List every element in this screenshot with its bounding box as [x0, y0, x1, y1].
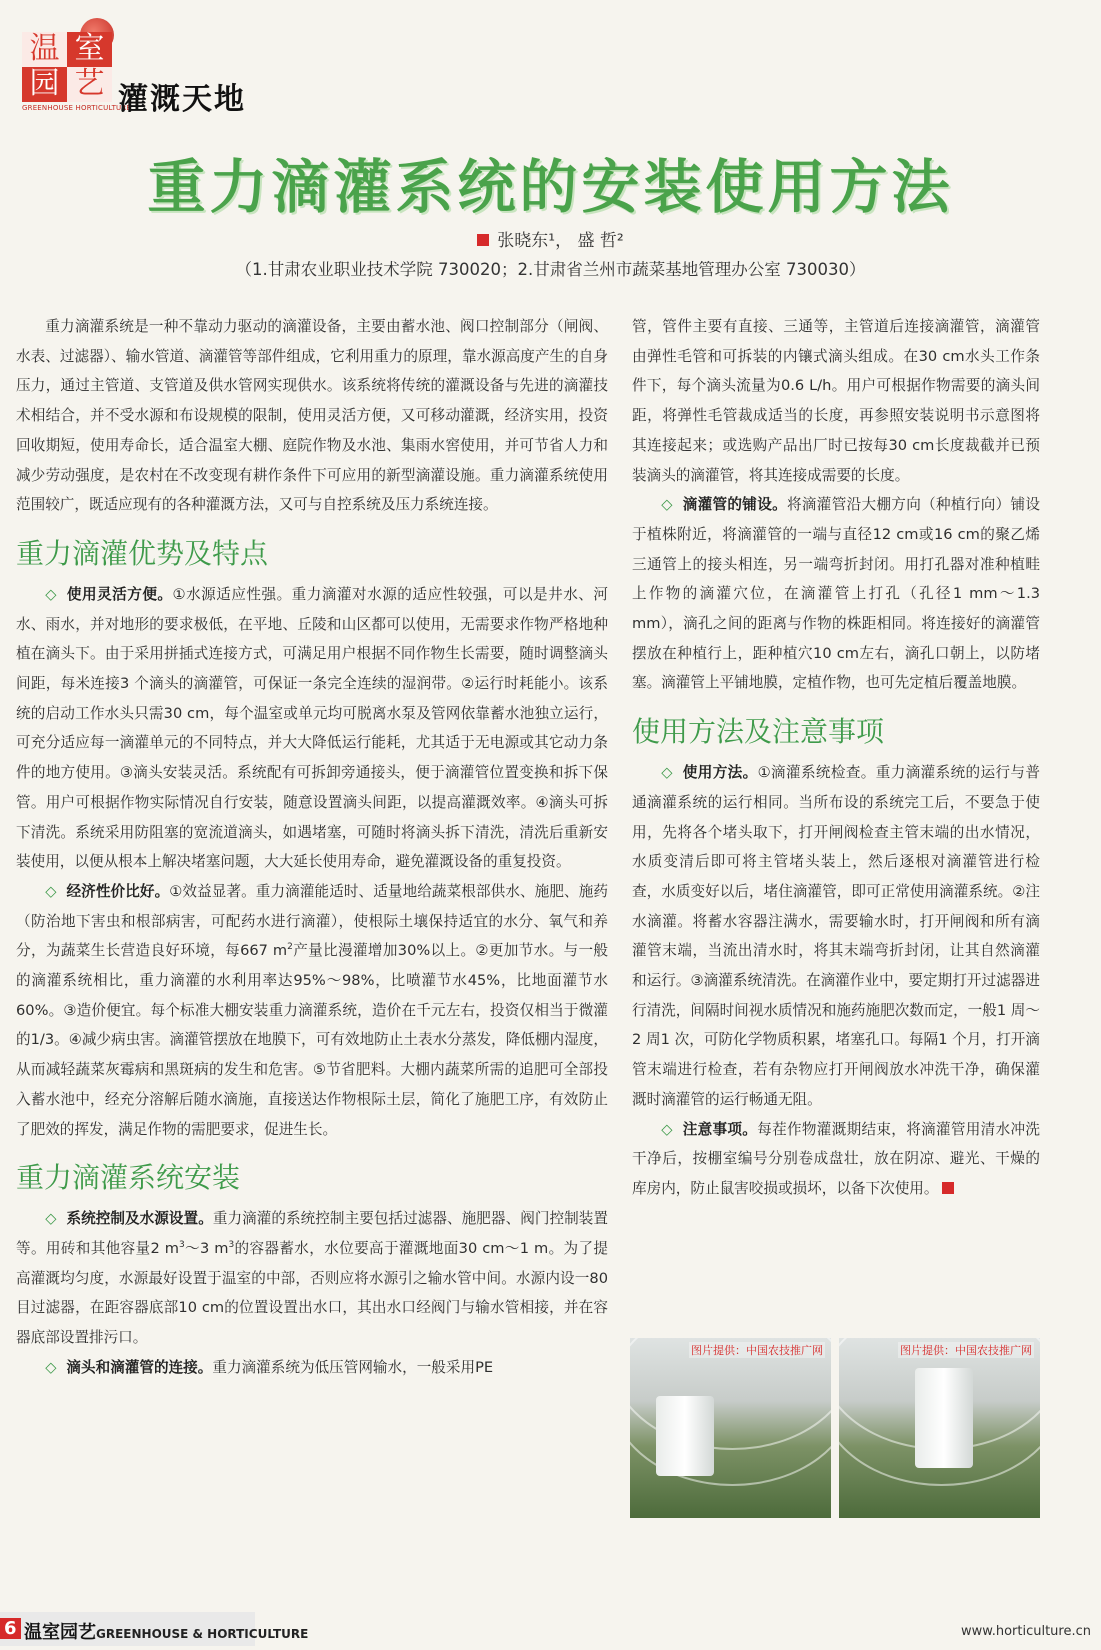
magazine-logo — [22, 18, 132, 112]
photo-credit: 图片提供：中国农技推广网 — [691, 1344, 823, 1357]
paragraph-lead: 滴头和滴灌管的连接。 — [66, 1358, 213, 1376]
authors-line — [0, 226, 1101, 251]
section-heading: 使用方法及注意事项 — [632, 715, 885, 749]
greenhouse-photo — [839, 1338, 1040, 1518]
paragraph-body: 将滴灌管沿大棚方向（种植行向）铺设于植株附近，将滴灌管的一端与直径12 cm或16 cm的聚乙烯三通管上的接头相连，另一端弯折封闭。用打孔器对准种植畦上作物的滴灌穴位，在滴灌管上打孔（孔径1 mm～1.3 mm），滴孔之间的距离与作物的株距相同。将连接好的滴灌管摆放在种植行上，距种植穴10 cm左右，滴孔口朝上，以防堵塞。滴灌管上平铺地膜，定植作物，也可先定植后覆盖地膜。 — [632, 496, 1040, 692]
left-column — [16, 312, 608, 1383]
diamond-bullet-icon: ◇ — [45, 1210, 57, 1228]
diamond-bullet-icon: ◇ — [661, 496, 673, 514]
paragraph-body: 重力滴灌的系统控制主要包括过滤器、施肥器、阀门控制装置等。用砖和其他容量2 m — [16, 1210, 608, 1257]
superscript: 2 — [287, 942, 293, 953]
paragraph — [632, 1115, 1040, 1204]
diamond-bullet-icon: ◇ — [45, 585, 57, 603]
diamond-bullet-icon: ◇ — [661, 1120, 673, 1138]
square-bullet-icon — [477, 234, 489, 246]
paragraph — [16, 1204, 608, 1353]
logo-char: 温 — [22, 32, 67, 67]
intro-paragraph: 重力滴灌系统是一种不靠动力驱动的滴灌设备，主要由蓄水池、阀口控制部分（闸阀、水表、过滤器）、输水管道、滴灌管等部件组成，它利用重力的原理，靠水源高度产生的自身压力，通过主管道、支管道及供水管网实现供水。该系统将传统的灌溉设备与先进的滴灌技术相结合，并不受水源和布设规模的限制，使用灵活方便，又可移动灌溉，经济实用，投资回收期短，使用寿命长，适合温室大棚、庭院作物及水池、集雨水窖使用，并可节省人力和减少劳动强度，是农村在不改变现有耕作条件下可应用的新型滴灌设施。重力滴灌系统使用范围较广，既适应现有的各种灌溉方法，又可与自控系统及压力系统连接。 — [16, 318, 608, 514]
photo-strip — [630, 1338, 1040, 1518]
logo-char: 室 — [67, 32, 112, 67]
water-tank-icon — [915, 1368, 973, 1468]
paragraph-lead: 注意事项。 — [682, 1120, 758, 1138]
paragraph-body: ①水源适应性强。重力滴灌对水源的适应性较强，可以是井水、河水、雨水，并对地形的要求极低，在平地、丘陵和山区都可以使用，无需要求作物严格地种植在滴头下。由于采用拼插式连接方式，可满足用户根据不同作物生长需要，随时调整滴头间距，每米连接3 个滴头的滴灌管，可保证一条完全连续的湿润带。②运行时耗能小。该系统的启动工作水头只需30 cm，每个温室或单元均可脱离水泵及管网依靠蓄水池独立运行，可充分适应每一滴灌单元的不同特点，并大大降低运行能耗，尤其适于无电源或其它动力条件的地方使用。③滴头安装灵活。系统配有可拆卸旁通接头，便于滴灌管位置变换和拆下保管。用户可根据作物实际情况自行安装，随意设置滴头间距，以提高灌溉效率。④滴头可拆下清洗。系统采用防阻塞的宽流道滴头，如遇堵塞，可随时将滴头拆下清洗，清洗后重新安装使用，以便从根本上解决堵塞问题，大大延长使用寿命，避免灌溉设备的重复投资。 — [16, 585, 608, 871]
section-heading: 重力滴灌优势及特点 — [16, 536, 269, 570]
paragraph-body: ～3 m — [184, 1239, 229, 1257]
paragraph-lead: 系统控制及水源设置。 — [66, 1210, 213, 1228]
paragraph-lead: 滴灌管的铺设。 — [682, 496, 788, 514]
superscript: 3 — [178, 1240, 185, 1251]
paragraph-lead: 使用灵活方便。 — [66, 585, 173, 603]
paragraph-body: 重力滴灌系统为低压管网输水，一般采用PE — [212, 1358, 494, 1376]
affiliation: （1.甘肃农业职业技术学院 730020；2.甘肃省兰州市蔬菜基地管理办公室 730030） — [235, 260, 866, 279]
paragraph — [16, 580, 608, 877]
website-url: www.horticulture.cn — [961, 1624, 1091, 1639]
section-heading: 重力滴灌系统安装 — [16, 1161, 241, 1195]
paragraph — [16, 1353, 608, 1383]
right-column — [632, 312, 1040, 1204]
diamond-bullet-icon: ◇ — [661, 764, 673, 782]
logo-char: 园 — [22, 67, 67, 102]
superscript: 3 — [228, 1240, 235, 1251]
paragraph-body: 产量比漫灌增加30%以上。②更加节水。与一般的滴灌系统相比，重力滴灌的水利用率达95%～98%，比喷灌节水45%，比地面灌节水60%。③造价便宜。每个标准大棚安装重力滴灌系统，造价在千元左右，投资仅相当于微灌的1/3。④减少病虫害。滴灌管摆放在地膜下，可有效地防止土表水分蒸发，降低棚内湿度，从而减轻蔬菜灰霉病和黑斑病的发生和危害。⑤节省肥料。大棚内蔬菜所需的追肥可全部投入蓄水池中，经充分溶解后随水滴施，直接送达作物根际土层，简化了施肥工序，有效防止了肥效的挥发，满足作物的需肥要求，促进生长。 — [16, 942, 608, 1138]
paragraph-body: ①滴灌系统检查。重力滴灌系统的运行与普通滴灌系统的运行相同。当所布设的系统完工后，不要急于使用，先将各个堵头取下，打开闸阀检查主管末端的出水情况，水质变清后即可将主管堵头装上，然后逐根对滴灌管进行检查，水质变好以后，堵住滴灌管，即可正常使用滴灌系统。②注水滴灌。将蓄水容器注满水，需要输水时，打开闸阀和所有滴灌管末端，当流出清水时，将其末端弯折封闭，让其自然滴灌和运行。③滴灌系统清洗。在滴灌作业中，要定期打开过滤器进行清洗，间隔时间视水质情况和施药施肥次数而定，一般1 周～2 周1 次，可防化学物质积累，堵塞孔口。每隔1 个月，打开滴管末端进行检查，若有杂物应打开闸阀放水冲洗干净，确保灌溉时滴灌管的运行畅通无阻。 — [632, 764, 1040, 1108]
paragraph — [632, 758, 1040, 1114]
paragraph — [16, 877, 608, 1144]
paragraph-body: ①效益显著。重力滴灌能适时、适量地给蔬菜根部供水、施肥、施药（防治地下害虫和根部病害，可配药水进行滴灌），使根际土壤保持适宜的水分、氧气和养分，为蔬菜生长营造良好环境，每667 m — [16, 882, 608, 960]
continued-paragraph: 管，管件主要有直接、三通等，主管道后连接滴灌管，滴灌管由弹性毛管和可拆装的内镶式滴头组成。在30 cm水头工作条件下，每个滴头流量为0.6 L/h。用户可根据作物需要的滴头间距，将弹性毛管裁成适当的长度，再参照安装说明书示意图将其连接起来；或选购产品出厂时已按每30 cm长度裁截并已预装滴头的滴灌管，将其连接成需要的长度。 — [632, 318, 1040, 484]
magazine-name — [24, 1618, 308, 1644]
paragraph-body: 每茬作物灌溉期结束，将滴灌管用清水冲洗干净后，按棚室编号分别卷成盘壮，放在阴凉、避光、干燥的库房内，防止鼠害咬损或损坏，以备下次使用。 — [632, 1120, 1040, 1197]
article-title: 重力滴灌系统的安装使用方法 — [147, 153, 954, 221]
page-number: 6 — [0, 1618, 21, 1639]
diamond-bullet-icon: ◇ — [45, 1358, 57, 1376]
logo-char: 艺 — [67, 67, 112, 102]
diamond-bullet-icon: ◇ — [45, 882, 57, 900]
paragraph — [632, 490, 1040, 698]
magazine-name-en: GREENHOUSE & HORTICULTURE — [96, 1627, 309, 1641]
end-mark-icon — [942, 1182, 954, 1194]
authors: 张晓东¹， 盛 哲² — [497, 231, 624, 251]
magazine-name-cn: 温室园艺 — [24, 1622, 96, 1643]
paragraph-lead: 经济性价比好。 — [66, 882, 170, 900]
paragraph-lead: 使用方法。 — [682, 764, 758, 782]
section-tag: 灌溉天地 — [118, 82, 246, 117]
paragraph-body: 的容器蓄水，水位要高于灌溉地面30 cm～1 m。为了提高灌溉均匀度，水源最好设置于温室的中部，否则应将水源引之输水管中间。水源内设一80 目过滤器，在距容器底部10 cm的位置设置出水口，其出水口经阀门与输水管相接，并在容器底部设置排污口。 — [16, 1239, 608, 1347]
page-footer — [0, 1612, 1101, 1650]
water-tank-icon — [656, 1396, 714, 1476]
logo-english: GREENHOUSE HORTICULTURE — [22, 104, 132, 112]
photo-credit: 图片提供：中国农技推广网 — [900, 1344, 1032, 1357]
greenhouse-photo — [630, 1338, 831, 1518]
